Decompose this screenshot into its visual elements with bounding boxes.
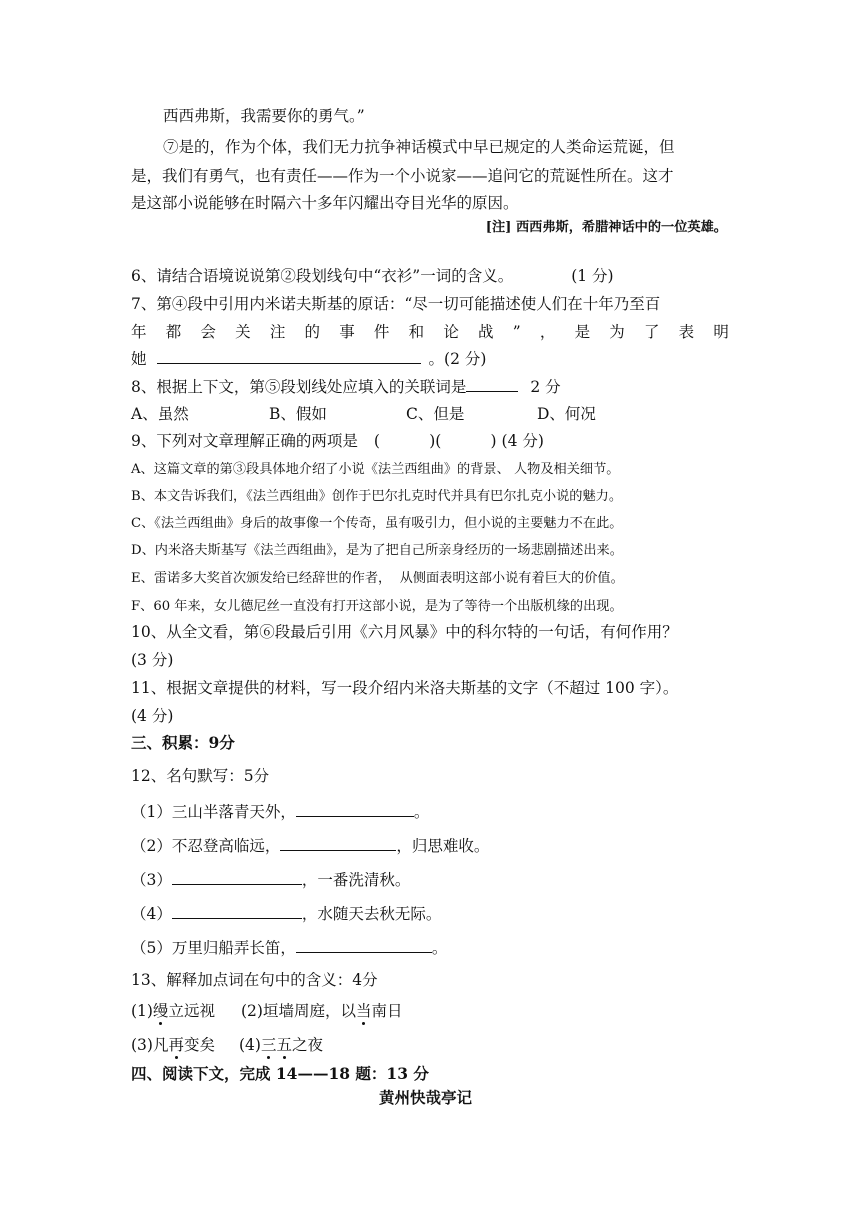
question-7-line-2-char: 会	[200, 323, 216, 341]
passage-paragraph-7-line-1: ⑦是的，作为个体，我们无力抗争神话模式中早已规定的人类命运荒诞，但	[163, 138, 675, 156]
question-8-score: 2 分	[530, 378, 561, 396]
option-9-c: C、《法兰西组曲》身后的故事像一个传奇，虽有吸引力，但小说的主要魅力不在此。	[131, 516, 623, 531]
question-7-line-2-char: 论	[443, 323, 459, 341]
question-12-item-3-end: ，一番洗清秋。	[301, 871, 411, 889]
question-12-item-3	[131, 869, 410, 890]
question-13-dotted-word-4b: 五	[276, 1036, 292, 1054]
question-13-dotted-word-2: 当	[355, 1002, 372, 1020]
question-6	[131, 266, 614, 286]
question-11-line-1: 11、根据文章提供的材料，写一段介绍内米洛夫斯基的文字（不超过 100 字）。	[131, 679, 679, 697]
option-8-b: B、假如	[269, 405, 327, 423]
question-12-item-4-end: ，水随天去秋无际。	[301, 905, 442, 923]
question-13-item-1-rest: 立远视	[168, 1002, 215, 1020]
passage-paragraph-7-line-2: 是，我们有勇气，也有责任——作为一个小说家——追问它的荒诞性所在。这才	[131, 167, 674, 185]
question-13-row-1	[131, 1001, 403, 1021]
question-6-text: 6、请结合语境说说第②段划线句中“衣衫”一词的含义。	[131, 267, 514, 285]
question-12-item-5-blank[interactable]	[296, 937, 432, 953]
question-7-score: 。(2 分)	[428, 350, 487, 368]
question-13-item-3-start: (3)凡	[131, 1036, 169, 1054]
question-7-line-2-char: 了	[643, 323, 660, 341]
question-12-item-3-blank[interactable]	[172, 869, 302, 885]
question-12-item-1	[131, 801, 429, 822]
question-7-line-2-char: 年	[131, 323, 147, 341]
question-13-item-2-start: (2)垣墙周庭，以	[241, 1002, 356, 1020]
passage-paragraph-7-line-3: 是这部小说能够在时隔六十多年闪耀出夺目光华的原因。	[131, 194, 519, 212]
question-12-item-2-prompt: （2）不忍登高临远，	[131, 837, 281, 855]
question-7-line-2-char: 注	[269, 323, 286, 341]
question-9	[131, 431, 544, 451]
question-7-line-1: 7、第④段中引用内米诺夫斯基的原话：“尽一切可能描述使人们在十年乃至百	[131, 295, 661, 313]
question-10-line-1: 10、从全文看，第⑥段最后引用《六月风暴》中的科尔特的一句话，有何作用？	[131, 623, 678, 641]
question-7-line-2-char: 是	[574, 323, 591, 341]
question-13-dotted-word-1: 缦	[152, 1002, 169, 1020]
question-13-dotted-word-3: 再	[168, 1036, 184, 1054]
question-7-line-2-char: 的	[304, 323, 321, 341]
question-7-line-2-char: 明	[713, 323, 729, 341]
question-7-line-2-char: ”	[512, 323, 521, 341]
question-9-blanks: ( )( ) (4 分)	[373, 432, 544, 450]
section-4-heading: 四、阅读下文，完成 14——18 题：13 分	[131, 1064, 429, 1083]
question-6-score: (1 分)	[571, 267, 614, 285]
question-7-line-2-char: 和	[408, 323, 425, 341]
option-9-f: F、60 年来，女儿德尼丝一直没有打开这部小说，是为了等待一个出版机缘的出现。	[131, 599, 623, 614]
question-7-line-2-char: 为	[609, 323, 625, 341]
footnote: [注] 西西弗斯，希腊神话中的一位英雄。	[485, 220, 727, 235]
question-7-answer-blank[interactable]	[157, 348, 421, 364]
question-12-item-5-prompt: （5）万里归船弄长笛，	[131, 939, 296, 957]
question-12-item-5-end: 。	[431, 939, 448, 957]
question-13-item-1-number: (1)	[131, 1002, 153, 1020]
question-13-row-2	[131, 1035, 323, 1055]
question-7-line-2-char: 表	[678, 323, 695, 341]
question-12-item-3-prompt: （3）	[131, 871, 172, 889]
question-7-line-3-start: 她	[131, 350, 147, 368]
question-12-item-2-end: ，归思难收。	[396, 837, 490, 855]
question-7-line-2-char: ，	[539, 323, 556, 341]
question-12-item-2	[131, 835, 489, 856]
option-8-a: A、虽然	[131, 405, 189, 423]
question-12-item-4-blank[interactable]	[172, 903, 302, 919]
question-7-line-2-char: 都	[165, 323, 182, 341]
question-12-item-1-blank[interactable]	[296, 801, 414, 817]
passage-paragraph-1-end: 西西弗斯，我需要你的勇气。”	[163, 107, 365, 125]
question-12-title: 12、名句默写：5分	[131, 767, 270, 785]
question-13-item-3-rest: 变矣	[183, 1036, 215, 1054]
question-7-line-2-char: 事	[339, 323, 355, 341]
section-3-heading: 三、积累：9分	[131, 733, 235, 752]
question-11-line-2: (4 分)	[131, 707, 174, 725]
question-10-line-2: (3 分)	[131, 651, 174, 669]
question-8-text: 8、根据上下文，第⑤段划线处应填入的关联词是	[131, 378, 467, 396]
question-13-title: 13、解释加点词在句中的含义：4分	[131, 971, 378, 989]
question-7-line-2-char: 战	[478, 323, 494, 341]
option-8-d: D、何况	[537, 405, 596, 423]
question-13-item-4-number: (4)	[239, 1036, 261, 1054]
question-13-dotted-word-4a: 三	[260, 1036, 277, 1054]
question-8-answer-blank[interactable]	[466, 376, 518, 392]
question-7-line-2-char: 关	[235, 323, 251, 341]
question-12-item-4-prompt: （4）	[131, 905, 172, 923]
option-9-e: E、雷诺多大奖首次颁发给已经辞世的作者， 从侧面表明这部小说有着巨大的价值。	[131, 571, 624, 586]
question-7-line-2	[131, 322, 729, 342]
question-12-item-1-end: 。	[413, 803, 430, 821]
question-7-line-2-char: 件	[373, 323, 390, 341]
question-13-item-2-rest: 南日	[371, 1002, 403, 1020]
question-7-line-3	[131, 348, 486, 369]
option-9-b: B、本文告诉我们，《法兰西组曲》创作于巴尔扎克时代并具有巴尔扎克小说的魅力。	[131, 489, 623, 504]
option-9-a: A、这篇文章的第③段具体地介绍了小说《法兰西组曲》的背景、 人物及相关细节。	[131, 462, 620, 477]
question-12-item-1-prompt: （1）三山半落青天外，	[131, 803, 296, 821]
question-12-item-2-blank[interactable]	[280, 835, 396, 851]
question-12-item-4	[131, 903, 441, 924]
option-9-d: D、内米洛夫斯基写《法兰西组曲》，是为了把自己所亲身经历的一场悲剧描述出来。	[131, 543, 623, 558]
question-8	[131, 376, 561, 397]
question-9-text: 9、下列对文章理解正确的两项是	[131, 432, 358, 450]
article-title: 黄州快哉亭记	[379, 1088, 473, 1107]
question-12-item-5	[131, 937, 447, 958]
question-13-item-4-rest: 之夜	[292, 1036, 324, 1054]
option-8-c: C、但是	[406, 405, 465, 423]
